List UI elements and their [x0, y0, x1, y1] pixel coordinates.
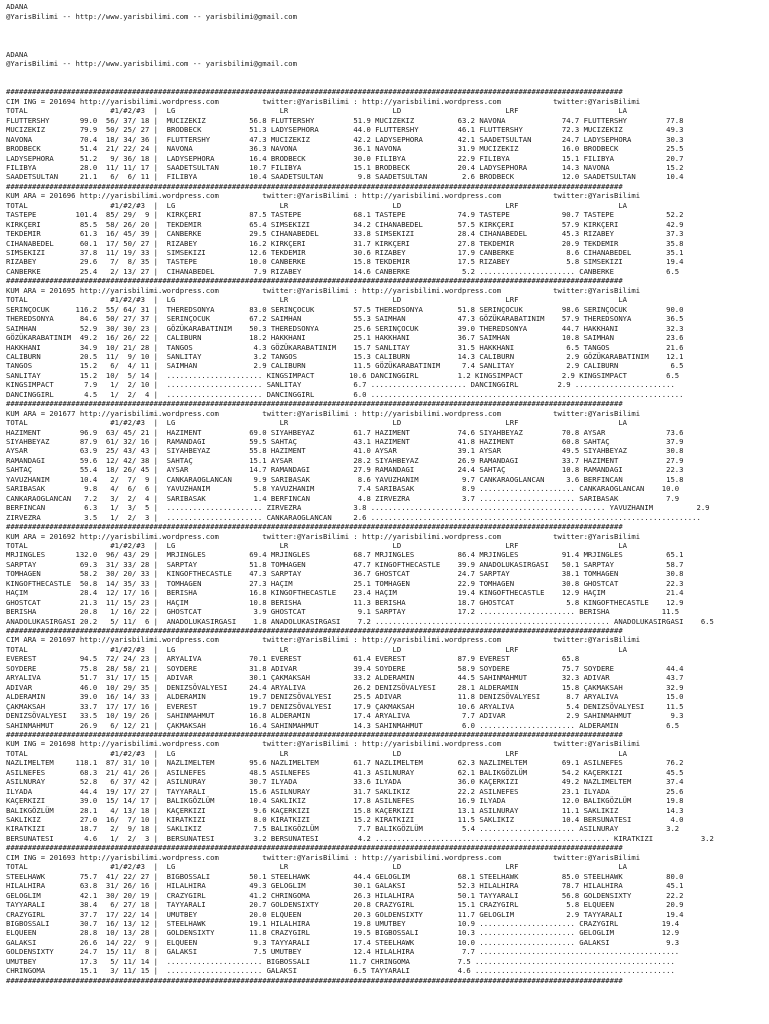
- header-city: ADANA: [6, 2, 28, 12]
- race-title: KUM ING = 201698 http://yarisbilimi.wordpress.com twitter:@YarisBilimi : http://yarisbilimi.wordpress.com twitter:@YarisBilimi: [6, 739, 641, 749]
- table-row: YAVUZHANIM 10.4 2/ 7/ 9 | CANKARAOGLANCAN 9.9 SARIBASAK 8.6 YAVUZHANIM 9.7 CANKARAOGLANCAN 3.6 BERFINCAN 15.8: [6, 474, 684, 484]
- table-row: SOYDERE 75.8 28/ 58/ 21 | SOYDERE 31.8 ADIVAR 39.4 SOYDERE 58.9 SOYDERE 75.7 SOYDERE 44.4: [6, 663, 684, 673]
- table-row: HAKKHANI 34.9 10/ 21/ 28 | TANGOS 4.3 GÖZÜKARABATINIM 15.7 SANLITAY 31.5 HAKKHANI 6.5 TANGOS 21.6: [6, 342, 684, 352]
- separator-line: ##############################################################################################################################################: [6, 729, 623, 739]
- table-header-row: TOTAL #1/#2/#3 | LG LR LD LRF LA: [6, 748, 628, 758]
- race-title: CIM ARA = 201697 http://yarisbilimi.wordpress.com twitter:@YarisBilimi : http://yarisbilimi.wordpress.com twitter:@YarisBilimi: [6, 635, 641, 645]
- table-row: GALAKSI 26.6 14/ 22/ 9 | ELQUEEN 9.3 TAYYARALI 17.4 STEELHAWK 10.0 ...................... GALAKSI 9.3: [6, 937, 680, 947]
- race-title: KUM ARA = 201677 http://yarisbilimi.wordpress.com twitter:@YarisBilimi : http://yarisbilimi.wordpress.com twitter:@YarisBilimi: [6, 408, 641, 418]
- table-row: SAHINMAHMUT 26.9 6/ 12/ 21 | ÇAKMAKSAH 16.4 SAHINMAHMUT 14.3 SAHINMAHMUT 6.0 ...................... ALDERAMIN 6.5: [6, 720, 680, 730]
- table-row: KIRKÇERI 85.5 58/ 26/ 20 | TEKDEMIR 65.4 SIMSEKIZI 34.2 CIHANABEDEL 57.5 KIRKÇERI 57.9 KIRKÇERI 42.9: [6, 219, 684, 229]
- table-row: LADYSEPHORA 51.2 9/ 36/ 18 | LADYSEPHORA 16.4 BRODBECK 30.0 FILIBYA 22.9 FILIBYA 15.1 FILIBYA 20.7: [6, 153, 684, 163]
- table-header-row: TOTAL #1/#2/#3 | LG LR LD LRF LA: [6, 295, 628, 305]
- table-row: TASTEPE 101.4 85/ 29/ 9 | KIRKÇERI 87.5 TASTEPE 68.1 TASTEPE 74.9 TASTEPE 90.7 TASTEPE 52.2: [6, 210, 684, 220]
- table-row: ALDERAMIN 39.0 16/ 14/ 33 | ALDERAMIN 19.7 DENIZSÖVALYESI 25.5 ADIVAR 11.8 DENIZSÖVALYESI 8.7 ARYALIVA 15.0: [6, 692, 684, 702]
- table-row: KINGOFTHECASTLE 50.8 14/ 35/ 33 | TOMHAGEN 27.3 HAÇIM 25.1 TOMHAGEN 22.9 TOMHAGEN 30.8 GHOSTCAT 22.3: [6, 578, 684, 588]
- separator-line: ##############################################################################################################################################: [6, 87, 623, 97]
- race-title: CIM ING = 201693 http://yarisbilimi.wordpress.com twitter:@YarisBilimi : http://yarisbilimi.wordpress.com twitter:@YarisBilimi: [6, 852, 641, 862]
- table-row: CIHANABEDEL 60.1 17/ 50/ 27 | RIZABEY 16.2 KIRKÇERI 31.7 KIRKÇERI 27.8 TEKDEMIR 20.9 TEKDEMIR 35.8: [6, 238, 684, 248]
- table-row: NAVONA 70.4 18/ 34/ 36 | FLUTTERSHY 47.3 MUCIZEKIZ 42.2 LADYSEPHORA 42.1 SAADETSULTAN 24.7 LADYSEPHORA 30.3: [6, 134, 684, 144]
- table-row: GHOSTCAT 21.3 11/ 15/ 23 | HAÇIM 10.8 BERISHA 11.3 BERISHA 18.7 GHOSTCAT 5.8 KINGOFTHECASTLE 12.9: [6, 597, 684, 607]
- race-title: KUM ARA = 201692 http://yarisbilimi.wordpress.com twitter:@YarisBilimi : http://yarisbilimi.wordpress.com twitter:@YarisBilimi: [6, 531, 641, 541]
- table-row: NAZLIMELTEM 118.1 87/ 31/ 10 | NAZLIMELTEM 95.6 NAZLIMELTEM 61.7 NAZLIMELTEM 62.3 NAZLIMELTEM 69.1 ASILNEFES 76.2: [6, 758, 684, 768]
- table-row: BERSUNATESI 4.6 1/ 2/ 3 | BERSUNATESI 3.2 BERSUNATESI 4.2 ...................................................... KIRATKIZI 3.2: [6, 833, 714, 843]
- table-row: BALIKGÖZLÜM 28.1 4/ 13/ 18 | KAÇERKIZI 9.6 KAÇERKIZI 15.8 KAÇERKIZI 13.1 ASILNURAY 11.1 SAKLIKIZ 14.3: [6, 805, 684, 815]
- table-row: EVEREST 94.5 72/ 24/ 23 | ARYALIVA 70.1 EVEREST 61.4 EVEREST 87.9 EVEREST 65.8: [6, 654, 580, 664]
- table-row: SARIBASAK 9.8 4/ 6/ 6 | YAVUZHANIM 5.8 YAVUZHANIM 7.4 SARIBASAK 8.9 ...................... CANKARAOGLANCAN 10.0: [6, 484, 680, 494]
- table-header-row: TOTAL #1/#2/#3 | LG LR LD LRF LA: [6, 200, 628, 210]
- table-row: UMUTBEY 17.3 5/ 11/ 14 | ...................... BIGBOSSALI 11.7 CHRINGOMA 7.5 ..............................................: [6, 956, 675, 966]
- table-row: SAHTAÇ 55.4 18/ 26/ 45 | AYSAR 14.7 RAMANDAGI 27.9 RAMANDAGI 24.4 SAHTAÇ 10.8 RAMANDAGI 22.3: [6, 465, 684, 475]
- table-row: CHRINGOMA 15.1 3/ 11/ 15 | ...................... GALAKSI 6.5 TAYYARALI 4.6 ..............................................: [6, 966, 675, 976]
- separator-line: ##############################################################################################################################################: [6, 181, 623, 191]
- race-title: KUM ARA = 201695 http://yarisbilimi.wordpress.com twitter:@YarisBilimi : http://yarisbilimi.wordpress.com twitter:@YarisBilimi: [6, 285, 641, 295]
- table-row: THEREDSONYA 84.6 50/ 27/ 37 | SERINÇOCUK 67.2 SAIMHAN 55.3 SAIMHAN 47.3 GÖZÜKARABATINIM 57.9 THEREDSONYA 36.5: [6, 314, 684, 324]
- table-row: GELOGLIM 42.1 30/ 20/ 19 | CRAZYGIRL 41.2 CHRINGOMA 26.3 HILALHIRA 50.1 TAYYARALI 56.8 GOLDENSIXTY 22.2: [6, 890, 684, 900]
- table-row: BRODBECK 51.4 21/ 22/ 24 | NAVONA 36.3 NAVONA 36.1 NAVONA 31.9 MUCIZEKIZ 16.0 BRODBECK 25.5: [6, 144, 684, 154]
- table-row: CANBERKE 25.4 2/ 13/ 27 | CIHANABEDEL 7.9 RIZABEY 14.6 CANBERKE 5.2 ...................... CANBERKE 6.5: [6, 266, 680, 276]
- table-row: HAZIMENT 96.9 63/ 45/ 21 | HAZIMENT 69.0 SIYAHBEYAZ 61.7 HAZIMENT 74.6 SIYAHBEYAZ 70.8 AYSAR 73.6: [6, 427, 684, 437]
- table-row: BERFINCAN 6.3 1/ 3/ 5 | ...................... ZIRVEZRA 3.8 ...................................................... YAVUZHANIM 2.9: [6, 503, 710, 513]
- table-row: TOMHAGEN 58.2 30/ 20/ 33 | KINGOFTHECASTLE 47.3 SARPTAY 36.7 GHOSTCAT 24.7 SARPTAY 38.1 TOMHAGEN 30.8: [6, 569, 684, 579]
- table-row: SIMSEKIZI 37.8 11/ 19/ 33 | SIMSEKIZI 12.6 TEKDEMIR 30.6 RIZABEY 17.9 CANBERKE 8.6 CIHANABEDEL 35.1: [6, 248, 684, 257]
- table-row: SARPTAY 69.3 31/ 33/ 28 | SARPTAY 51.8 TOMHAGEN 47.7 KINGOFTHECASTLE 39.9 ANADOLUKASIRGASI 50.1 SARPTAY 58.7: [6, 559, 684, 569]
- table-row: RAMANDAGI 59.6 12/ 42/ 38 | SAHTAÇ 15.1 AYSAR 28.2 SIYAHBEYAZ 26.9 RAMANDAGI 33.7 HAZIMENT 27.9: [6, 455, 684, 465]
- table-row: FLUTTERSHY 99.0 56/ 37/ 18 | MUCIZEKIZ 56.8 FLUTTERSHY 51.9 MUCIZEKIZ 63.2 NAVONA 74.7 FLUTTERSHY 77.8: [6, 115, 684, 125]
- separator-line: ##############################################################################################################################################: [6, 626, 623, 635]
- separator-line: ##############################################################################################################################################: [6, 522, 623, 532]
- table-row: SAKLIKIZ 27.0 16/ 7/ 10 | KIRATKIZI 8.0 KIRATKIZI 15.2 KIRATKIZI 11.5 SAKLIKIZ 10.4 BERSUNATESI 4.0: [6, 815, 684, 824]
- table-row: ILYADA 44.4 19/ 17/ 27 | TAYYARALI 15.6 ASILNURAY 31.7 SAKLIKIZ 22.2 ASILNEFES 23.1 ILYADA 25.6: [6, 786, 684, 796]
- table-row: GÖZÜKARABATINIM 49.2 16/ 26/ 22 | CALIBURN 18.2 HAKKHANI 25.1 HAKKHANI 36.7 SAIMHAN 10.8 SAIMHAN 23.6: [6, 333, 684, 343]
- table-row: CANKARAOGLANCAN 7.2 3/ 2/ 4 | SARIBASAK 1.4 BERFINCAN 4.8 ZIRVEZRA 3.7 ...................... SARIBASAK 7.9: [6, 493, 680, 503]
- table-row: ANADOLUKASIRGASI 20.2 5/ 11/ 6 | ANADOLUKASIRGASI 1.8 ANADOLUKASIRGASI 7.2 ...................................................... ANADOLUKASIRGASI 6.5: [6, 616, 714, 626]
- table-header-row: TOTAL #1/#2/#3 | LG LR LD LRF LA: [6, 106, 628, 116]
- table-header-row: TOTAL #1/#2/#3 | LG LR LD LRF LA: [6, 418, 628, 428]
- table-row: BERISHA 20.8 1/ 16/ 22 | GHOSTCAT 3.9 GHOSTCAT 9.1 SARPTAY 17.2 ...................... BERISHA 11.5: [6, 607, 680, 617]
- table-row: ASILNEFES 68.3 21/ 41/ 26 | ASILNEFES 48.5 ASILNEFES 41.3 ASILNURAY 62.1 BALIKGÖZLÜM 54.2 KAÇERKIZI 45.5: [6, 767, 684, 777]
- table-row: SIYAHBEYAZ 87.9 61/ 32/ 16 | RAMANDAGI 59.5 SAHTAÇ 43.1 HAZIMENT 41.8 HAZIMENT 60.8 SAHTAÇ 37.9: [6, 437, 684, 446]
- header-contact-line: @YarisBilimi -- http://www.yarisbilimi.com -- yarisbilimi@gmail.com: [6, 11, 297, 21]
- separator-line: ##############################################################################################################################################: [6, 276, 623, 286]
- table-row: HAÇIM 28.4 12/ 17/ 16 | BERISHA 16.8 KINGOFTHECASTLE 23.4 HAÇIM 19.4 KINGOFTHECASTLE 12.9 HAÇIM 21.4: [6, 588, 684, 598]
- table-row: AYSAR 63.9 25/ 43/ 43 | SIYAHBEYAZ 55.8 HAZIMENT 41.0 AYSAR 39.1 AYSAR 49.5 SIYAHBEYAZ 30.8: [6, 446, 684, 456]
- separator-line: ##############################################################################################################################################: [6, 843, 623, 853]
- table-row: DENIZSÖVALYESI 33.5 10/ 19/ 26 | SAHINMAHMUT 16.8 ALDERAMIN 17.4 ARYALIVA 7.7 ADIVAR 2.9 SAHINMAHMUT 9.3: [6, 711, 684, 721]
- separator-line: ##############################################################################################################################################: [6, 399, 623, 409]
- table-row: MUCIZEKIZ 79.9 50/ 25/ 27 | BRODBECK 51.3 LADYSEPHORA 44.0 FLUTTERSHY 46.1 FLUTTERSHY 72.3 MUCIZEKIZ 49.3: [6, 125, 684, 135]
- table-row: HILALHIRA 63.8 31/ 26/ 16 | HILALHIRA 49.3 GELOGLIM 30.1 GALAKSI 52.3 HILALHIRA 78.7 HILALHIRA 45.1: [6, 881, 684, 891]
- table-row: KINGSIMPACT 7.9 1/ 2/ 10 | ...................... SANLITAY 6.7 ...................... DANCINGGIRL 2.9 .......................: [6, 380, 675, 390]
- table-row: TAYYARALI 38.4 6/ 27/ 18 | TAYYARALI 20.7 GOLDENSIXTY 20.8 CRAZYGIRL 15.1 CRAZYGIRL 5.8 ELQUEEN 20.9: [6, 900, 684, 910]
- table-row: FILIBYA 28.0 11/ 11/ 17 | SAADETSULTAN 10.7 FILIBYA 15.1 BRODBECK 20.4 LADYSEPHORA 14.3 NAVONA 15.2: [6, 162, 684, 172]
- race-title: CIM ING = 201694 http://yarisbilimi.wordpress.com twitter:@YarisBilimi : http://yarisbilimi.wordpress.com twitter:@YarisBilimi: [6, 96, 641, 106]
- table-row: SERINÇOCUK 116.2 55/ 64/ 31 | THEREDSONYA 83.0 SERINÇOCUK 57.5 THEREDSONYA 51.8 SERINÇOCUK 98.6 SERINÇOCUK 90.0: [6, 304, 684, 314]
- table-row: MRJINGLES 132.0 96/ 43/ 29 | MRJINGLES 69.4 MRJINGLES 68.7 MRJINGLES 86.4 MRJINGLES 91.4 MRJINGLES 65.1: [6, 550, 684, 560]
- table-row: RIZABEY 29.6 7/ 8/ 35 | TASTEPE 10.0 CANBERKE 15.8 TEKDEMIR 17.5 RIZABEY 5.8 SIMSEKIZI 19.4: [6, 257, 684, 267]
- race-title: KUM ARA = 201696 http://yarisbilimi.wordpress.com twitter:@YarisBilimi : http://yarisbilimi.wordpress.com twitter:@YarisBilimi: [6, 191, 641, 201]
- table-row: CRAZYGIRL 37.7 17/ 22/ 14 | UMUTBEY 20.0 ELQUEEN 20.3 GOLDENSIXTY 11.7 GELOGLIM 2.9 TAYYARALI 19.4: [6, 909, 684, 919]
- table-header-row: TOTAL #1/#2/#3 | LG LR LD LRF LA: [6, 644, 628, 654]
- table-row: SAIMHAN 52.9 30/ 30/ 23 | GÖZÜKARABATINIM 50.3 THEREDSONYA 25.6 SERINÇOCUK 39.0 THEREDSONYA 44.7 HAKKHANI 32.3: [6, 323, 684, 333]
- table-row: BIGBOSSALI 30.7 16/ 13/ 12 | STEELHAWK 19.1 HILALHIRA 19.8 UMUTBEY 10.9 ...................... CRAZYGIRL 19.4: [6, 918, 680, 928]
- table-row: STEELHAWK 75.7 41/ 22/ 27 | BIGBOSSALI 50.1 STEELHAWK 44.4 GELOGLIM 68.1 STEELHAWK 85.0 STEELHAWK 80.0: [6, 871, 684, 881]
- table-row: GOLDENSIXTY 24.7 15/ 11/ 8 | GALAKSI 7.5 UMUTBEY 12.4 HILALHIRA 7.7 ..............................................: [6, 947, 680, 957]
- table-row: KIRATKIZI 18.7 2/ 9/ 18 | SAKLIKIZ 7.5 BALIKGÖZLÜM 7.7 BALIKGÖZLÜM 5.4 ...................... ASILNURAY 3.2: [6, 824, 680, 834]
- table-row: ÇAKMAKSAH 33.7 17/ 17/ 16 | EVEREST 19.7 DENIZSÖVALYESI 17.9 ÇAKMAKSAH 10.6 ARYALIVA 5.4 DENIZSÖVALYESI 11.5: [6, 701, 684, 711]
- table-header-row: TOTAL #1/#2/#3 | LG LR LD LRF LA: [6, 540, 628, 550]
- table-row: TANGOS 15.2 6/ 4/ 11 | SAIMHAN 2.9 CALIBURN 11.5 GÖZÜKARABATINIM 7.4 SANLITAY 2.9 CALIBURN 6.5: [6, 361, 684, 371]
- table-row: SANLITAY 15.2 10/ 5/ 14 | ...................... KINGSIMPACT 10.6 DANCINGGIRL 1.2 KINGSIMPACT 2.9 KINGSIMPACT 6.5: [6, 370, 680, 380]
- table-row: DANCINGGIRL 4.5 1/ 2/ 4 | ...................... DANCINGGIRL 6.0 ........................................................................: [6, 389, 684, 399]
- table-row: ZIRVEZRA 3.5 1/ 2/ 3 | ...................... CANKARAOGLANCAN 2.6 ............................................................................: [6, 512, 701, 522]
- table-header-row: TOTAL #1/#2/#3 | LG LR LD LRF LA: [6, 862, 628, 872]
- table-row: KAÇERKIZI 39.0 15/ 14/ 17 | BALIKGÖZLÜM 10.4 SAKLIKIZ 17.8 ASILNEFES 16.9 ILYADA 12.0 BALIKGÖZLÜM 19.8: [6, 796, 684, 806]
- table-row: ARYALIVA 51.7 31/ 17/ 15 | ADIVAR 30.1 ÇAKMAKSAH 33.2 ALDERAMIN 44.5 SAHINMAHMUT 32.3 ADIVAR 43.7: [6, 673, 684, 683]
- table-row: TEKDEMIR 61.3 16/ 45/ 39 | CANBERKE 29.5 CIHANABEDEL 33.8 SIMSEKIZI 28.4 CIHANABEDEL 45.3 RIZABEY 37.3: [6, 229, 684, 239]
- header-contact-line: @YarisBilimi -- http://www.yarisbilimi.com -- yarisbilimi@gmail.com: [6, 59, 297, 68]
- header-city: ADANA: [6, 49, 28, 59]
- table-row: ADIVAR 46.0 10/ 29/ 35 | DENIZSÖVALYESI 24.4 ARYALIVA 26.2 DENIZSÖVALYESI 28.1 ALDERAMIN 15.8 ÇAKMAKSAH 32.9: [6, 682, 684, 692]
- table-row: ASILNURAY 52.8 6/ 37/ 42 | ASILNURAY 30.7 ILYADA 33.6 ILYADA 36.0 KAÇERKIZI 49.2 NAZLIMELTEM 37.4: [6, 777, 684, 787]
- table-row: CALIBURN 20.5 11/ 9/ 10 | SANLITAY 3.2 TANGOS 15.3 CALIBURN 14.3 CALIBURN 2.9 GÖZÜKARABATINIM 12.1: [6, 351, 684, 361]
- table-row: SAADETSULTAN 21.1 6/ 6/ 11 | FILIBYA 10.4 SAADETSULTAN 9.8 SAADETSULTAN 2.6 BRODBECK 12.0 SAADETSULTAN 10.4: [6, 172, 684, 182]
- separator-line: ##############################################################################################################################################: [6, 975, 623, 985]
- table-row: ELQUEEN 28.8 10/ 13/ 28 | GOLDENSIXTY 11.8 CRAZYGIRL 19.5 BIGBOSSALI 10.3 ...................... GELOGLIM 12.9: [6, 928, 680, 938]
